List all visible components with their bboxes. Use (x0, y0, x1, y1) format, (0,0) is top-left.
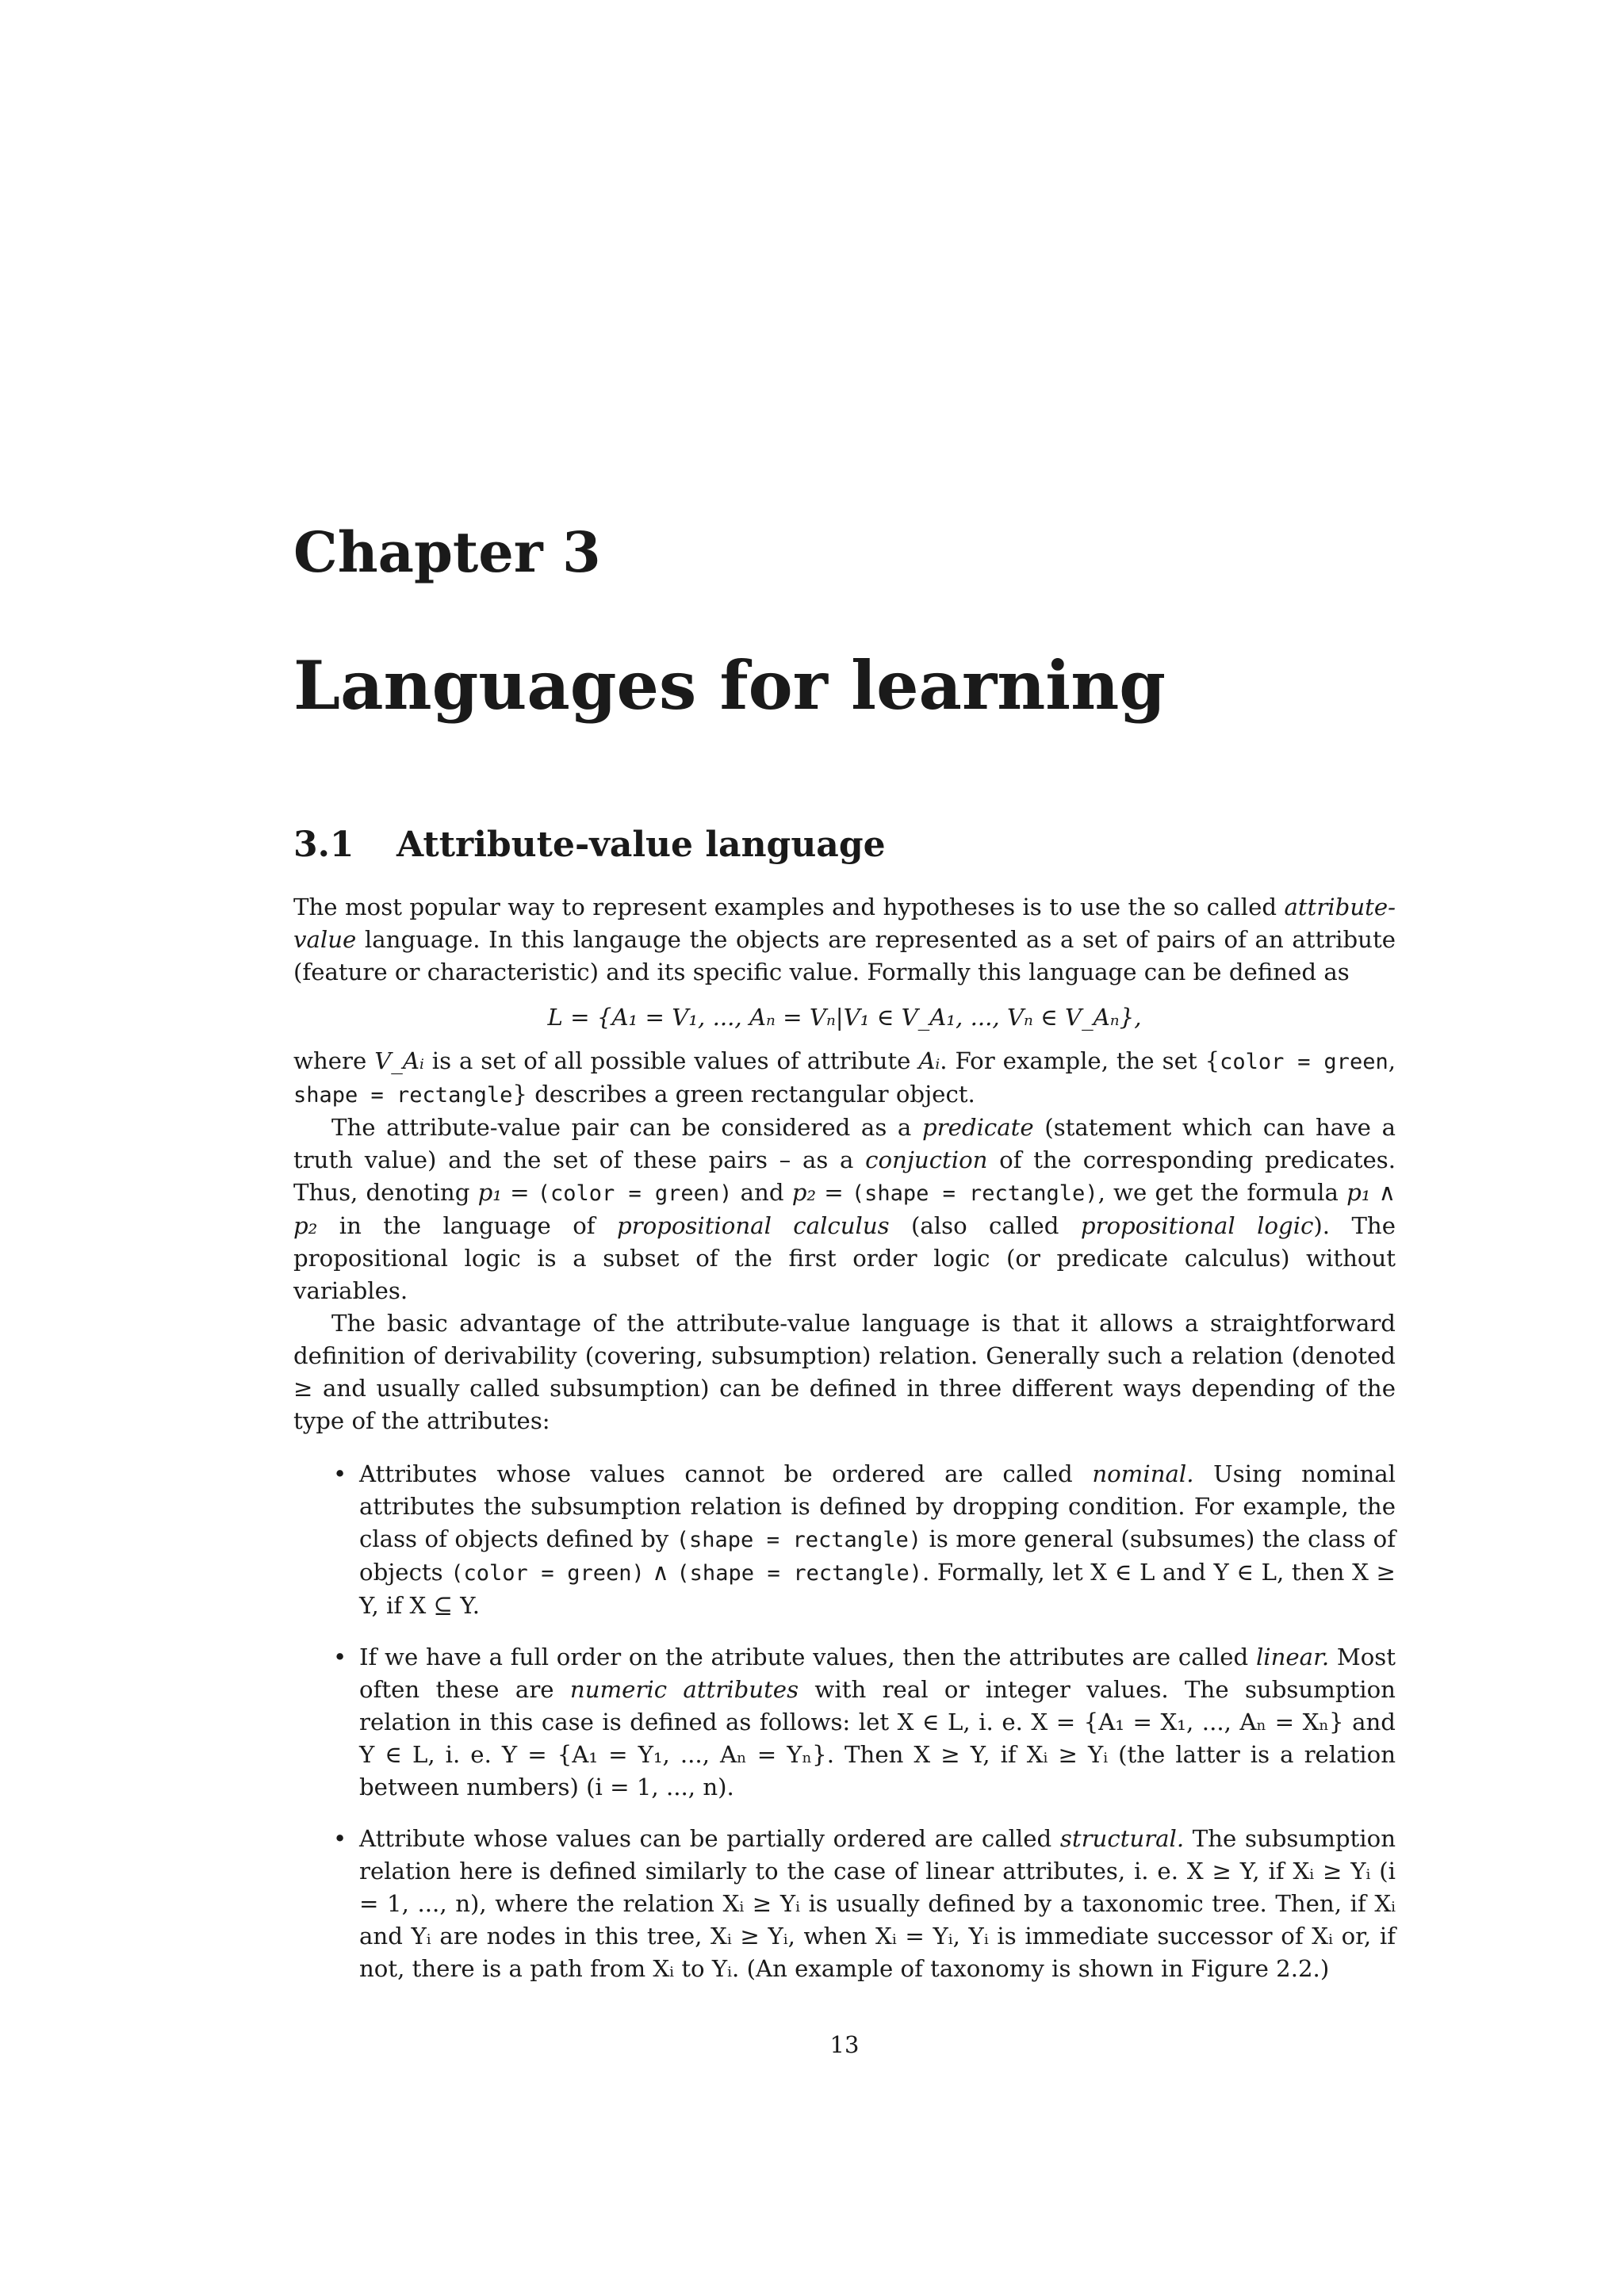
paragraph-advantage: The basic advantage of the attribute-value language is that it allows a straightforward definition of derivability (covering, subsumption) relation. Generally such a relation (denoted ≥ and usually called subsumption) can be defined in three different ways depending of the type of the attributes: (293, 1310, 1396, 1434)
section-heading (293, 825, 886, 865)
chapter-title: Languages for learning (293, 646, 1166, 725)
list-item: • Attribute whose values can be partially ordered are called structural. The subsumption relation here is defined similarly to the case of linear attributes, i. e. X ≥ Y, if Xᵢ ≥ Yᵢ (i = 1, ..., n), where the relation Xᵢ ≥ Yᵢ is usually defined by a taxonomic tree. Then, if Xᵢ and Yᵢ are nodes in this tree, Xᵢ ≥ Yᵢ, when Xᵢ = Yᵢ, Yᵢ is immediate successor of Xᵢ or, if not, there is a path from Xᵢ to Yᵢ. (An example of taxonomy is shown in Figure 2.2.) (293, 1823, 1396, 1985)
formula-language-definition: L = {A₁ = V₁, ..., Aₙ = Vₙ|V₁ ∈ V_A₁, ..., Vₙ ∈ V_Aₙ}, (547, 1004, 1142, 1031)
section-title: Attribute-value language (396, 825, 886, 865)
paragraph-intro: The most popular way to represent examples and hypotheses is to use the so called attribute-value language. In this langauge the objects are represented as a set of pairs of an attribute (feature or characteristic) and its specific value. Formally this language can be defined as (293, 894, 1396, 985)
section-number: 3.1 (293, 825, 354, 865)
list-item: • Attributes whose values cannot be ordered are called nominal. Using nominal attributes the subsumption relation is defined by dropping condition. For example, the class of objects defined by (shape = rectangle) is more general (subsumes) the class of objects (color = green) ∧ (shape = rectangle). Formally, let X ∈ L and Y ∈ L, then X ≥ Y, if X ⊆ Y. (293, 1458, 1396, 1622)
page-number: 13 (829, 2031, 860, 2058)
bullet-icon: • (333, 1460, 347, 1487)
bullet-list (293, 1458, 1396, 1985)
bullet-icon: • (333, 1644, 347, 1670)
paragraph-predicate: The attribute-value pair can be considered as a predicate (statement which can have a truth value) and the set of these pairs – as a conjuction of the corresponding predicates. Thus, denoting p₁ = (color = green) and p₂ = (shape = rectangle), we get the formula p₁ ∧ p₂ in the language of propositional calculus (also called propositional logic). The propositional logic is a subset of the first order logic (or predicate calculus) without variables. (293, 1114, 1396, 1304)
body-text (293, 891, 1396, 2004)
chapter-label: Chapter 3 (293, 519, 601, 585)
paragraph-where: where V_Aᵢ is a set of all possible values of attribute Aᵢ. For example, the set {color = green, shape = rectangle} describes a green rectangular object. (293, 1047, 1396, 1108)
bullet-icon: • (333, 1825, 347, 1852)
list-item: • If we have a full order on the atribute values, then the attributes are called linear. Most often these are numeric attributes with real or integer values. The subsumption relation in this case is defined as follows: let X ∈ L, i. e. X = {A₁ = X₁, ..., Aₙ = Xₙ} and Y ∈ L, i. e. Y = {A₁ = Y₁, ..., Aₙ = Yₙ}. Then X ≥ Y, if Xᵢ ≥ Yᵢ (the latter is a relation between numbers) (i = 1, ..., n). (293, 1641, 1396, 1804)
